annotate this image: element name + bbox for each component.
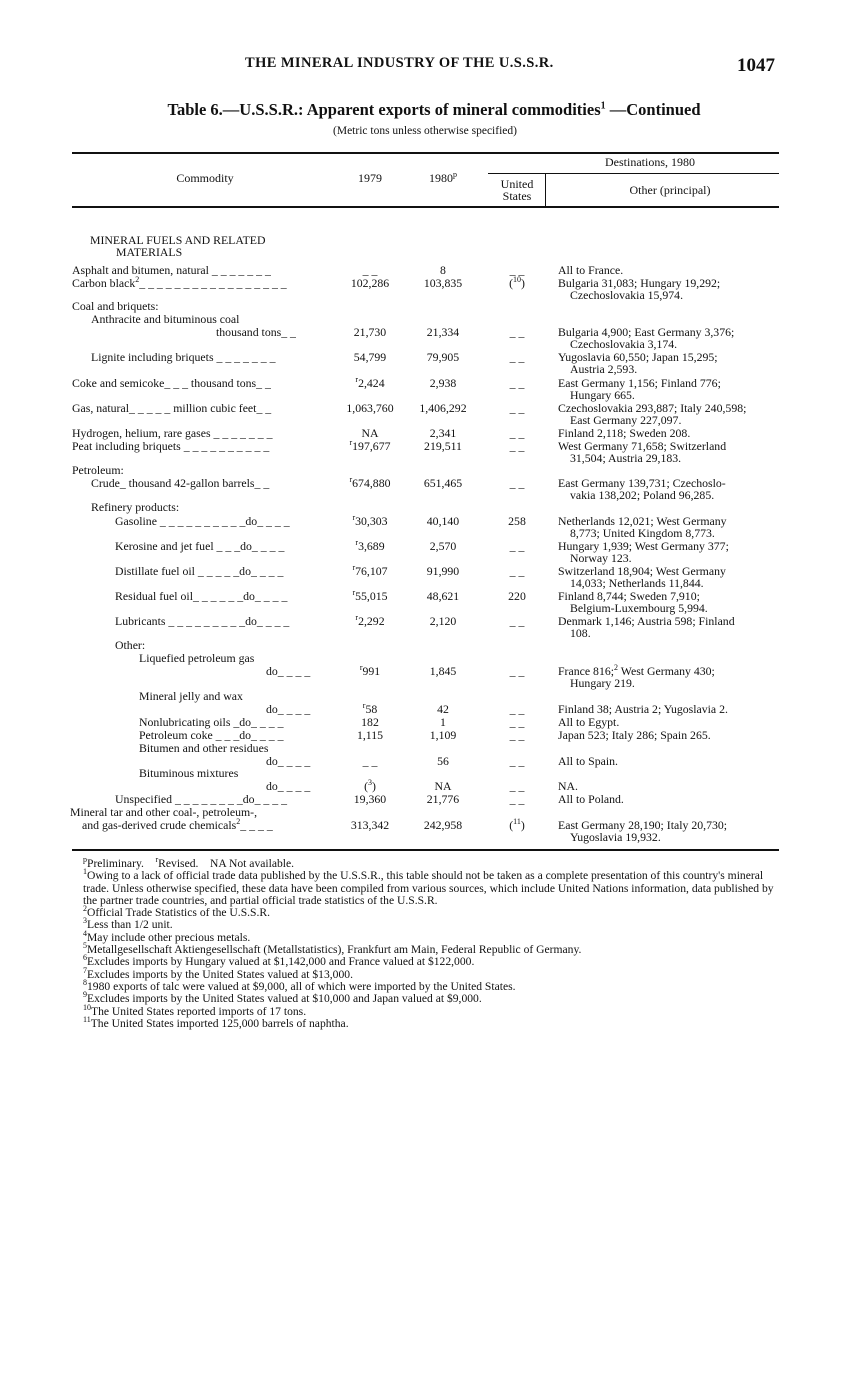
header-us-line2: States	[502, 189, 532, 203]
value-1980-cell: 219,511	[424, 439, 462, 453]
us-destination-cell: _ _	[509, 325, 525, 339]
commodity-cell: Hydrogen, helium, rare gases _ _ _ _ _ _ _	[72, 426, 273, 440]
commodity-cell: Lignite including briquets _ _ _ _ _ _ _	[91, 350, 276, 364]
us-destination-cell: _ _	[509, 263, 525, 277]
commodity-cell: Petroleum:	[72, 463, 124, 477]
other-destinations-cell: NA.	[558, 779, 578, 793]
us-destination-cell: _ _	[509, 401, 525, 415]
us-destination-cell: _ _	[509, 426, 525, 440]
us-destination-cell: _ _	[509, 754, 525, 768]
value-1980-cell: 1,406,292	[419, 401, 467, 415]
value-1979-cell: $^r$991	[359, 663, 381, 678]
commodity-cell: and gas-derived crude chemicals$^2$_ _ _ _	[82, 817, 273, 832]
commodity-cell: Mineral tar and other coal-, petroleum-,	[70, 805, 258, 819]
commodity-cell: Nonlubricating oils _do_ _ _ _	[139, 715, 284, 729]
header-other-principal: Other (principal)	[629, 183, 711, 197]
table-title-text: Table 6.—U.S.S.R.: Apparent exports of mineral commodities	[167, 100, 601, 119]
value-1979-cell: 1,063,760	[346, 401, 394, 415]
value-1979-cell: $^r$30,303	[352, 513, 388, 528]
value-1980-cell: 21,776	[426, 792, 460, 806]
other-destinations-cell: Yugoslavia 60,550; Japan 15,295; Austria 2,593.	[558, 350, 718, 376]
value-1979-cell: 102,286	[350, 276, 390, 290]
footnote: $^8$1980 exports of talc were valued at $9,000, all of which were imported by the United States.	[83, 978, 516, 993]
other-destinations-cell: Czechoslovakia 293,887; Italy 240,598; East Germany 227,097.	[558, 401, 747, 427]
value-1979-cell: NA	[361, 426, 379, 440]
value-1979-cell: $^r$76,107	[352, 563, 388, 578]
commodity-cell: Other:	[115, 638, 146, 652]
commodity-cell: Crude_ thousand 42-gallon barrels_ _	[91, 476, 270, 490]
value-1979-cell: $^r$674,880	[349, 475, 391, 490]
other-destinations-cell: Bulgaria 31,083; Hungary 19,292; Czechoslovakia 15,974.	[558, 276, 721, 302]
value-1980-cell: 2,570	[429, 539, 457, 553]
footnote: $^4$May include other precious metals.	[83, 928, 251, 944]
footnote: $^p$Preliminary. $^r$Revised. NA Not available.	[83, 855, 295, 870]
us-destination-cell: _ _	[509, 350, 525, 364]
commodity-cell: Bitumen and other residues	[139, 741, 269, 755]
us-destination-cell: ($^{10}$)	[509, 275, 525, 290]
value-1980-cell: 651,465	[423, 476, 463, 490]
footnote: $^3$Less than 1/2 unit.	[83, 916, 173, 932]
us-destination-cell: 220	[508, 589, 526, 603]
value-1980-cell: 2,120	[429, 614, 457, 628]
commodity-cell: Lubricants _ _ _ _ _ _ _ _ _do_ _ _ _	[115, 614, 290, 628]
header-1980-sup: p	[453, 170, 457, 179]
us-destination-cell: _ _	[509, 564, 525, 578]
footnote: $^1$Owing to a lack of official trade data published by the U.S.S.R., this table should not be taken as a complete presentation of this country's mineral trade. Unless otherwise specified, these data have been compiled from various sources, which include United Nations information, data published by the partner trade countries, and partial official trade statistics of the U.S.S.R.	[83, 867, 774, 907]
value-1979-cell: 182	[361, 715, 379, 729]
us-destination-cell: _ _	[509, 702, 525, 716]
commodity-cell: Carbon black$^2$_ _ _ _ _ _ _ _ _ _ _ _ _ _ _ _ _	[72, 275, 287, 290]
other-destinations-cell: West Germany 71,658; Switzerland 31,504; Austria 29,183.	[558, 439, 727, 465]
us-destination-cell: _ _	[509, 664, 525, 678]
commodity-cell: do_ _ _ _	[266, 754, 311, 768]
value-1979-cell: $^r$55,015	[352, 588, 388, 603]
value-1980-cell: 242,958	[423, 818, 463, 832]
commodity-cell: Unspecified _ _ _ _ _ _ _ _do_ _ _ _	[115, 792, 288, 806]
us-destination-cell: _ _	[509, 614, 525, 628]
destinations-rule	[488, 173, 779, 174]
value-1980-cell: 8	[440, 263, 446, 277]
value-1979-cell: _ _	[362, 263, 378, 277]
footnote: $^9$Excludes imports by the United States valued at $10,000 and Japan valued at $9,000.	[83, 990, 482, 1006]
value-1980-cell: 2,341	[429, 426, 457, 440]
value-1979-cell: $^r$197,677	[349, 438, 391, 453]
other-destinations-cell: East Germany 28,190; Italy 20,730; Yugoslavia 19,932.	[558, 818, 728, 844]
commodity-cell: Gasoline _ _ _ _ _ _ _ _ _ _do_ _ _ _	[115, 514, 290, 528]
header-top-rule	[72, 152, 779, 154]
value-1980-cell: 91,990	[426, 564, 460, 578]
value-1980-cell: 1,845	[429, 664, 457, 678]
commodity-cell: Liquefied petroleum gas	[139, 651, 255, 665]
value-1979-cell: _ _	[362, 754, 378, 768]
other-destinations-cell: Netherlands 12,021; West Germany 8,773; United Kingdom 8,773.	[558, 514, 727, 540]
commodity-cell: do_ _ _ _	[266, 702, 311, 716]
value-1979-cell: 313,342	[350, 818, 390, 832]
commodity-cell: do_ _ _ _	[266, 664, 311, 678]
other-destinations-cell: East Germany 139,731; Czechoslo- vakia 138,202; Poland 96,285.	[558, 476, 726, 502]
commodity-cell: MINERAL FUELS AND RELATED	[90, 233, 266, 247]
us-destination-cell: _ _	[509, 476, 525, 490]
commodity-cell: Peat including briquets _ _ _ _ _ _ _ _ _ _	[72, 439, 270, 453]
value-1980-cell: 56	[437, 754, 449, 768]
other-destinations-cell: All to Spain.	[558, 754, 618, 768]
commodity-cell: Coke and semicoke_ _ _ thousand tons_ _	[72, 376, 271, 390]
value-1979-cell: 19,360	[353, 792, 387, 806]
commodity-cell: Refinery products:	[91, 500, 180, 514]
other-destinations-cell: Japan 523; Italy 286; Spain 265.	[558, 728, 711, 742]
us-destination-cell: _ _	[509, 539, 525, 553]
value-1980-cell: 1	[440, 715, 446, 729]
commodity-cell: Gas, natural_ _ _ _ _ million cubic feet_ _	[72, 401, 272, 415]
other-destinations-cell: France 816;$^2$ West Germany 430; Hungary 219.	[558, 663, 715, 690]
commodity-cell: Distillate fuel oil _ _ _ _ _do_ _ _ _	[115, 564, 284, 578]
other-destinations-cell: All to Egypt.	[558, 715, 620, 729]
other-destinations-cell: Hungary 1,939; West Germany 377; Norway 123.	[558, 539, 729, 565]
footnote: $^2$Official Trade Statistics of the U.S.S.R.	[83, 904, 271, 920]
table-title-footnote-ref: 1	[600, 100, 606, 112]
us-destination-cell: _ _	[509, 715, 525, 729]
header-united-states	[488, 178, 546, 202]
table-title	[0, 100, 868, 120]
footnotes	[83, 855, 778, 1030]
value-1979-cell: $^r$2,292	[355, 613, 385, 628]
commodity-cell: Petroleum coke _ _ _do_ _ _ _	[139, 728, 284, 742]
footnote: $^7$Excludes imports by the United States valued at $13,000.	[83, 965, 353, 981]
value-1979-cell: $^r$58	[362, 701, 378, 716]
value-1979-cell: $^r$3,689	[355, 538, 385, 553]
value-1979-cell: 54,799	[353, 350, 387, 364]
us-destination-cell: ($^{11}$)	[509, 817, 525, 832]
commodity-cell: Anthracite and bituminous coal	[91, 312, 240, 326]
us-destination-cell: _ _	[509, 792, 525, 806]
header-bottom-rule	[72, 206, 779, 208]
other-destinations-cell: East Germany 1,156; Finland 776; Hungary 665.	[558, 376, 721, 402]
commodity-cell: Asphalt and bitumen, natural _ _ _ _ _ _ _	[72, 263, 271, 277]
other-destinations-cell: All to Poland.	[558, 792, 624, 806]
other-destinations-cell: All to France.	[558, 263, 624, 277]
us-destination-cell: _ _	[509, 376, 525, 390]
other-destinations-cell: Finland 2,118; Sweden 208.	[558, 426, 691, 440]
us-destination-cell: 258	[508, 514, 526, 528]
value-1979-cell: $^r$2,424	[355, 375, 385, 390]
header-1980-text: 1980	[429, 171, 453, 185]
value-1980-cell: 1,109	[429, 728, 457, 742]
commodity-cell: Bituminous mixtures	[139, 766, 239, 780]
table-subtitle: (Metric tons unless otherwise specified)	[333, 125, 517, 137]
commodity-cell: Coal and briquets:	[72, 299, 159, 313]
value-1979-cell: 21,730	[353, 325, 387, 339]
value-1980-cell: 21,334	[426, 325, 460, 339]
table-title-suffix: —Continued	[605, 100, 701, 119]
footnote-ref: 2	[236, 817, 241, 827]
us-destination-cell: _ _	[509, 779, 525, 793]
us-destination-cell: _ _	[509, 439, 525, 453]
value-1980-cell: NA	[434, 779, 452, 793]
other-destinations-cell: Bulgaria 4,900; East Germany 3,376; Czechoslovakia 3,174.	[558, 325, 735, 351]
header-1979: 1979	[358, 171, 382, 185]
value-1980-cell: 79,905	[426, 350, 460, 364]
other-destinations-cell: Finland 8,744; Sweden 7,910; Belgium-Luxembourg 5,994.	[558, 589, 708, 615]
header-commodity: Commodity	[176, 171, 234, 185]
table-bottom-rule	[72, 849, 779, 851]
value-1980-cell: 103,835	[423, 276, 463, 290]
header-1980	[408, 172, 478, 184]
footnote: $^{11}$The United States imported 125,000 barrels of naphtha.	[83, 1015, 349, 1030]
other-destinations-cell: Switzerland 18,904; West Germany 14,033; Netherlands 11,844.	[558, 564, 726, 590]
commodity-cell: do_ _ _ _	[266, 779, 311, 793]
commodity-cell: Kerosine and jet fuel _ _ _do_ _ _ _	[115, 539, 285, 553]
page-number: 1047	[737, 55, 775, 76]
footnote: $^5$Metallgesellschaft Aktiengesellschaft (Metallstatistics), Frankfurt am Main, Federal Republic of Germany.	[83, 941, 582, 957]
commodity-cell: MATERIALS	[116, 245, 183, 259]
commodity-cell: thousand tons_ _	[216, 325, 296, 339]
footnote: $^6$Excludes imports by Hungary valued at $1,142,000 and France valued at $122,000.	[83, 953, 475, 969]
running-head: THE MINERAL INDUSTRY OF THE U.S.S.R.	[245, 55, 554, 71]
header-us-line1: United	[500, 177, 534, 191]
us-destination-cell: _ _	[509, 728, 525, 742]
value-1980-cell: 2,938	[429, 376, 457, 390]
value-1980-cell: 40,140	[426, 514, 460, 528]
value-1979-cell: ($^3$)	[364, 778, 376, 793]
value-1980-cell: 42	[437, 702, 449, 716]
commodity-cell: Residual fuel oil_ _ _ _ _ _do_ _ _ _	[115, 589, 288, 603]
header-destinations: Destinations, 1980	[605, 155, 695, 169]
other-destinations-cell: Denmark 1,146; Austria 598; Finland 108.	[558, 614, 735, 640]
commodity-cell: Mineral jelly and wax	[139, 689, 243, 703]
other-destinations-cell: Finland 38; Austria 2; Yugoslavia 2.	[558, 702, 728, 716]
footnote-ref: 2	[135, 275, 140, 285]
value-1980-cell: 48,621	[426, 589, 460, 603]
footnote: $^{10}$The United States reported imports of 17 tons.	[83, 1002, 307, 1018]
value-1979-cell: 1,115	[356, 728, 384, 742]
